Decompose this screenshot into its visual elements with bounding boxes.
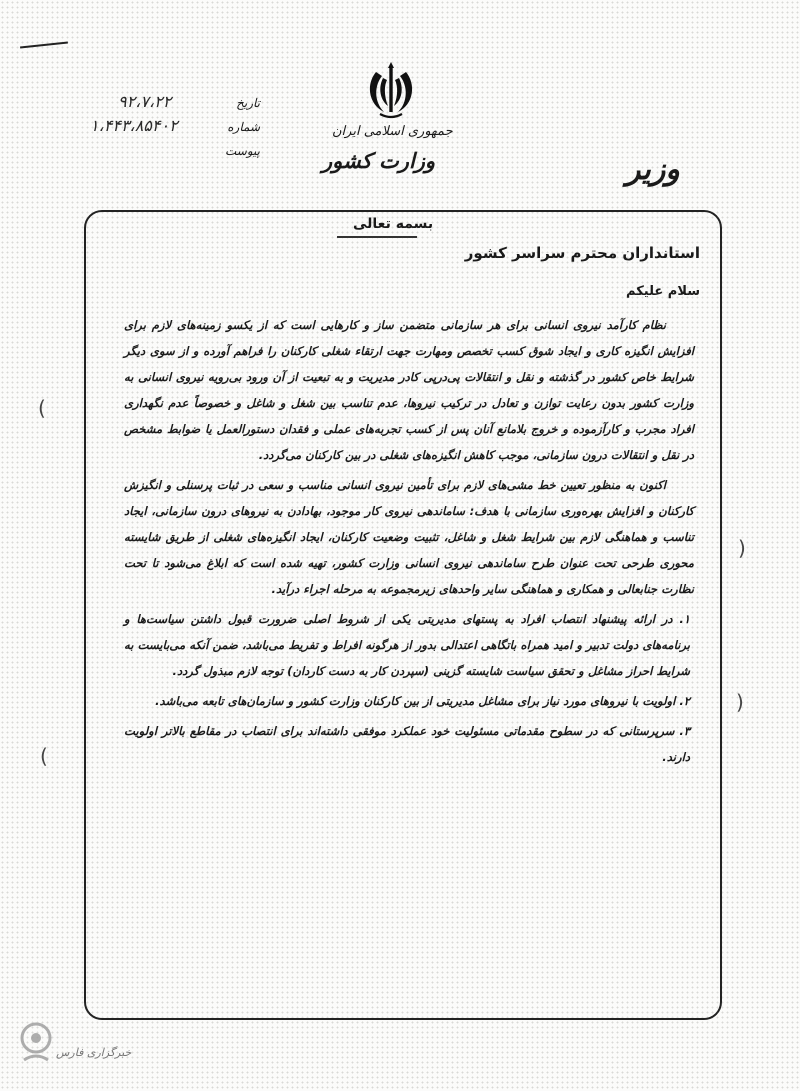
margin-bracket: ( bbox=[38, 396, 46, 420]
number-value: ۱،۴۴۳،۸۵۴۰۲ bbox=[90, 116, 178, 135]
watermark-text: خبرگزاری فارس bbox=[56, 1046, 132, 1059]
letter-greeting: سلام علیکم bbox=[626, 284, 700, 299]
country-name: جمهوری اسلامی ایران bbox=[332, 124, 453, 139]
letter-body bbox=[124, 312, 694, 774]
number-label: شماره bbox=[227, 120, 260, 134]
body-paragraph: اکنون به منظور تعیین خط مشی‌های لازم برای تأمین نیروی انسانی مناسب و سعی در ثبات پرسنلی و انگیزش کارکنان و افزایش بهره‌وری سازمانی با هدف: ساماندهی نیروی کار موجود، بهادادن به نیروهای درون سازمانی، ایجاد تناسب و هماهنگی لازم بین شرایط شغل و شاغل، تثبیت وضعیت کارکنان، ایجاد انگیزه‌های شغلی از طریق شایسته محوری طرحی تحت عنوان طرح ساماندهی نیروی انسانی وزارت کشور، تهیه شده است که ابلاغ می‌شود تا تحت نظارت جنابعالی و همکاری و هماهنگی سایر واحدهای زیرمجموعه به مرحله اجراء درآید. bbox=[124, 478, 694, 596]
list-item: ۳. سرپرستانی که در سطوح مقدماتی مسئولیت خود عملکرد موفقی داشته‌اند برای انتصاب در مقاطع بالاتر اولویت دارند. bbox=[124, 724, 690, 764]
list-item: ۱. در ارائه پیشنهاد انتصاب افراد به پستهای مدیریتی یکی از شروط اصلی ضرورت قبول داشتن سیاست‌ها و برنامه‌های دولت تدبیر و امید همراه باتگاهی اعتدالی بدور از هرگونه افراط و تفریط می‌باشد، ضمن آنکه می‌بایست به شرایط احراز مشاغل و تحقق سیاست شایسته گزینی (سپردن کار به دست کاردان) توجه لازم مبذول گردد. bbox=[124, 612, 690, 678]
besmellah-heading: بسمه تعالی bbox=[353, 216, 434, 232]
letter-salutation: استانداران محترم سراسر کشور bbox=[464, 244, 700, 262]
iran-emblem-icon bbox=[362, 58, 420, 120]
list-item: ۲. اولویت با نیروهای مورد نیاز برای مشاغل مدیریتی از بین کارکنان وزارت کشور و سازمان‌های تابعه می‌باشد. bbox=[155, 694, 690, 708]
fars-news-logo-icon bbox=[16, 1016, 146, 1072]
ministry-name: وزارت کشور bbox=[322, 148, 436, 173]
body-paragraph: نظام کارآمد نیروی انسانی برای هر سازمانی متضمن ساز و کارهایی است که از یکسو زمینه‌های لازم برای افزایش انگیزه کاری و ایجاد شوق کسب تخصص ومهارت جهت ارتقاء شغلی کارکنان را فراهم آورده و از سوی دیگر شرایط خاص کشور در گذشته و نقل و انتقالات پی‌درپی کادر مدیریت و به تبعیت از آن ورود بی‌رویه نیروی انسانی به وزارت کشور بدون رعایت توازن و تعادل در ترکیب نیروها، عدم تناسب بین شغل و شاغل و خصوصاً عدم نگهداری افراد مجرب و کارآزموده و خروج بلامانع آنان پس از کسب تجربه‌های عملی و فقدان دستورالعمل یا ضوابط مشخص در نقل و انتقالات درون سازمانی، موجب کاهش انگیزه‌های شغلی در بین کارکنان می‌گردد. bbox=[124, 318, 694, 462]
minister-title: وزیر bbox=[626, 152, 680, 187]
heading-underline bbox=[337, 236, 417, 238]
letter-meta bbox=[84, 92, 264, 172]
date-value: ۹۲،۷،۲۲ bbox=[118, 92, 172, 111]
date-label: تاریخ bbox=[236, 96, 260, 110]
margin-bracket: ( bbox=[40, 744, 48, 768]
margin-bracket: ) bbox=[736, 690, 744, 714]
margin-bracket: ) bbox=[738, 536, 746, 560]
attachment-label: پیوست bbox=[225, 144, 260, 158]
corner-pen-mark bbox=[20, 41, 68, 48]
